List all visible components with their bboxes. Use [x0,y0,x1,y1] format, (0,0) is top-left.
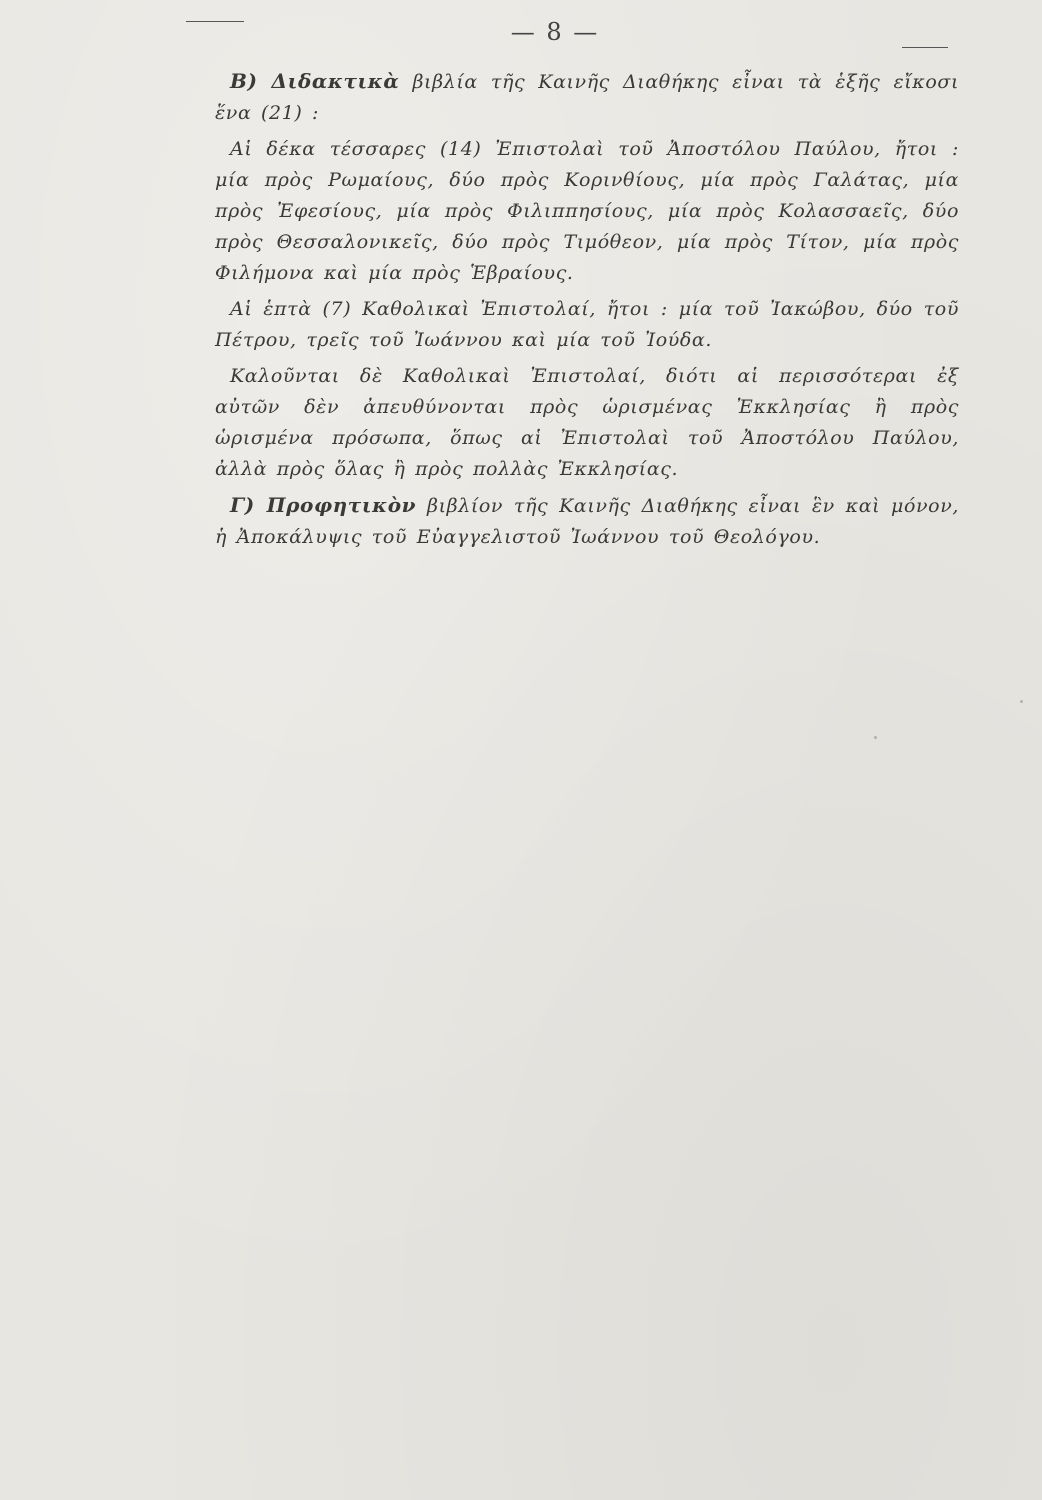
top-left-rule [186,21,244,22]
top-right-rule [902,47,948,48]
page-number: — 8 — [510,18,600,46]
paper-speck [1020,700,1023,703]
paragraph-text: Αἱ ἑπτὰ (7) Καθολικαὶ Ἐπιστολαί, ἤτοι : μία τοῦ Ἰακώβου, δύο τοῦ Πέτρου, τρεῖς τοῦ Ἰωάννου καὶ μία τοῦ Ἰούδα. [215,298,959,351]
section-heading-b: Β) Διδακτικὰ [230,69,400,93]
section-heading-g: Γ) Προφητικὸν [230,493,417,517]
paragraph-didactic-books [215,66,959,129]
paragraph-catholic-epistles [215,294,959,356]
body-text [215,66,959,558]
paragraph-text: βιβλίον τῆς Καινῆς Διαθήκης εἶναι ἓν καὶ μόνον, ἡ Ἀποκάλυψις τοῦ Εὐαγγελιστοῦ Ἰωάννου τοῦ Θεολόγου. [215,495,959,548]
paragraph-text: Καλοῦνται δὲ Καθολικαὶ Ἐπιστολαί, διότι αἱ περισσότεραι ἐξ αὐτῶν δὲν ἀπευθύνονται πρὸς ὡρισμένας Ἐκκλησίας ἢ πρὸς ὡρισμένα πρόσωπα, ὅπως αἱ Ἐπιστολαὶ τοῦ Ἀποστόλου Παύλου, ἀλλὰ πρὸς ὅλας ἢ πρὸς πολλὰς Ἐκκλησίας. [215,365,959,480]
paragraph-catholic-explanation [215,361,959,485]
paragraph-prophetic-book [215,490,959,553]
paragraph-text: Αἱ δέκα τέσσαρες (14) Ἐπιστολαὶ τοῦ Ἀποστόλου Παύλου, ἤτοι : μία πρὸς Ρωμαίους, δύο πρὸς Κορινθίους, μία πρὸς Γαλάτας, μία πρὸς Ἐφεσίους, μία πρὸς Φιλιππησίους, μία πρὸς Κολασσαεῖς, δύο πρὸς Θεσσαλονικεῖς, δύο πρὸς Τιμόθεον, μία πρὸς Τίτον, μία πρὸς Φιλήμονα καὶ μία πρὸς Ἑβραίους. [215,138,959,284]
paragraph-text: βιβλία τῆς Καινῆς Διαθήκης εἶναι τὰ ἑξῆς εἴκοσι ἕνα (21) : [215,71,960,124]
paper-speck [874,736,877,739]
paragraph-pauline-epistles [215,134,959,289]
